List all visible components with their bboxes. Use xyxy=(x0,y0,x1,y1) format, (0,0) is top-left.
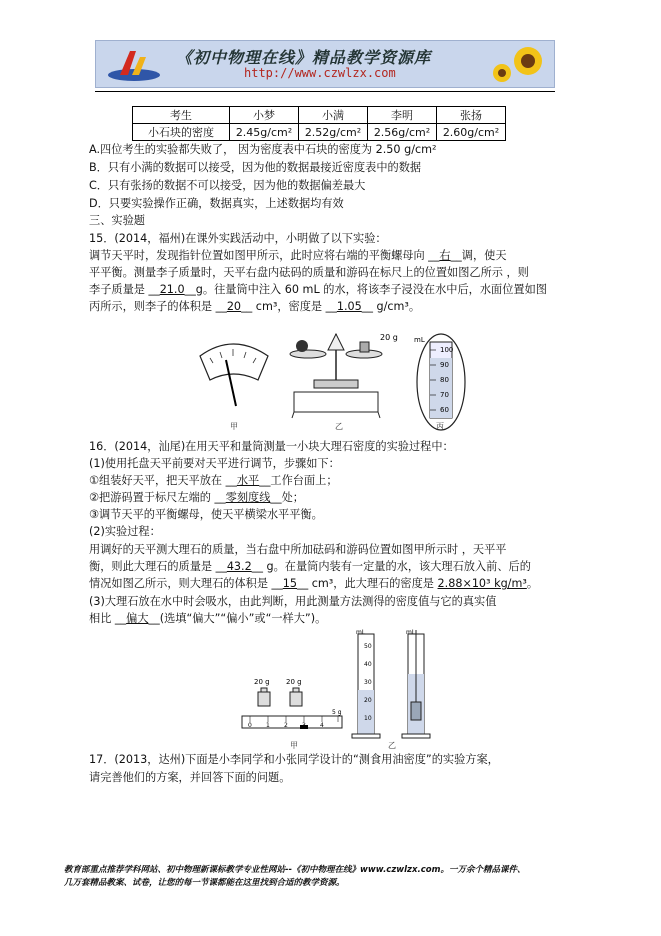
table-row xyxy=(133,124,506,141)
weight-label: 20 g xyxy=(286,678,302,686)
ml-label: mL xyxy=(356,629,366,636)
q15-line-2: 平平衡。测量李子质量时，天平右盘内砝码的质量和游码在标尺上的位置如图乙所示 ，则 xyxy=(89,266,529,279)
header-banner xyxy=(95,40,555,88)
q16-step-1a xyxy=(89,474,338,488)
table-cell: 小满 xyxy=(299,107,368,124)
fig-label: 丙 xyxy=(436,422,444,431)
q15-line-3 xyxy=(89,283,547,297)
q16-heading: 16．(2014，汕尾)在用天平和量筒测量一小块大理石密度的实验过程中： xyxy=(89,440,454,453)
q15-text: __ cm³，密度是 __ xyxy=(241,300,337,313)
q17-line-2: 请完善他们的方案，并回答下面的问题。 xyxy=(89,771,291,784)
q16-step-3-line-1: (3)大理石放在水中时会吸水，由此判断，用此测量方法测得的密度值与它的真实值 xyxy=(89,595,497,608)
table-cell: 2.45g/cm² xyxy=(230,124,299,141)
tick-label: 50 xyxy=(364,643,372,650)
tick-label: 100 xyxy=(440,346,454,354)
fig-label: 乙 xyxy=(388,741,396,750)
weight-label: 20 g xyxy=(254,678,270,686)
q16-step-2-line-1: 用调好的天平测大理石的质量，当右盘中所加砝码和游码位置如图甲所示时 ，天平平 xyxy=(89,543,507,556)
q16-step-2-line-2 xyxy=(89,560,531,574)
balance-figure xyxy=(290,334,382,418)
table-cell: 2.56g/cm² xyxy=(368,124,437,141)
q15-line-1 xyxy=(89,249,507,263)
tick-label: 40 xyxy=(364,661,372,668)
q15-answer: 右 xyxy=(439,249,451,262)
site-logo-icon xyxy=(106,45,162,83)
q16-answer: 2.88×10³ kg/m³ xyxy=(437,577,527,590)
q16-text: 情况如图乙所示，则大理石的体积是 __ xyxy=(89,577,283,590)
pointer-dial-figure xyxy=(200,344,268,406)
table-cell: 小梦 xyxy=(230,107,299,124)
density-table xyxy=(132,106,506,141)
tick-label: 20 xyxy=(364,697,372,704)
section-title: 三、实验题 xyxy=(89,214,145,227)
q16-step-3-line-2 xyxy=(89,612,326,626)
rider-scale-figure xyxy=(242,716,342,729)
scale-tick: 1 xyxy=(266,722,270,729)
scale-tick: 0 xyxy=(248,722,252,729)
q15-text: __ g/cm³。 xyxy=(361,300,421,313)
q16-answer: 偏大 xyxy=(126,612,149,625)
fig-label: 甲 xyxy=(230,422,238,431)
q16-text: ②把游码置于标尺左端的 __ xyxy=(89,491,226,504)
q15-figure xyxy=(196,328,470,432)
table-header-row xyxy=(133,107,506,124)
q16-text: 衡，则此大理石的质量是 __ xyxy=(89,560,227,573)
q15-ml-label: mL xyxy=(414,336,425,344)
q16-answer: 水平 xyxy=(236,474,260,487)
fig-label: 甲 xyxy=(290,741,298,750)
q17-line-1: 17．(2013，达州)下面是小李同学和小张同学设计的“测食用油密度”的实验方案， xyxy=(89,753,499,766)
q16-step-2-line-3 xyxy=(89,577,538,591)
q16-step-1: (1)使用托盘天平前要对天平进行调节，步骤如下： xyxy=(89,457,340,470)
tick-label: 80 xyxy=(440,376,449,384)
q16-text: __工作台面上； xyxy=(259,474,338,487)
scale-tick: 4 xyxy=(320,722,324,729)
ml-label: mL xyxy=(406,629,416,636)
page-footer xyxy=(64,864,604,890)
tick-label: 30 xyxy=(364,679,372,686)
q16-text: 相比 __ xyxy=(89,612,127,625)
tick-label: 90 xyxy=(440,361,449,369)
q16-answer: 43.2 xyxy=(226,560,252,573)
table-cell: 张扬 xyxy=(437,107,506,124)
q15-text: 李子质量是 __ xyxy=(89,283,160,296)
scale-tick: 2 xyxy=(284,722,288,729)
q16-answer: 15 xyxy=(282,577,297,590)
q16-step-2: (2)实验过程： xyxy=(89,525,161,538)
q15-answer: 1.05 xyxy=(336,300,362,313)
table-cell: 2.52g/cm² xyxy=(299,124,368,141)
footer-line: 几万套精品教案、试卷，让您的每一节课都能在这里找到合适的教学资源。 xyxy=(64,878,345,888)
option-d: D．只要实验操作正确，数据真实，上述数据均有效 xyxy=(89,197,344,210)
table-cell: 李明 xyxy=(368,107,437,124)
tick-label: 10 xyxy=(364,715,372,722)
option-b: B．只有小满的数据可以接受，因为他的数据最接近密度表中的数据 xyxy=(89,161,422,174)
q15-answer: 21.0 xyxy=(159,283,185,296)
q16-text: __ g。在量筒内装有一定量的水，该大理石放入前、后的 xyxy=(251,560,531,573)
q15-line-4 xyxy=(89,300,420,314)
fig-label: 乙 xyxy=(335,422,343,431)
table-cell: 小石块的密度 xyxy=(133,124,230,141)
q16-step-1b xyxy=(89,491,304,505)
scale-tick: 5 g xyxy=(332,709,342,716)
banner-url[interactable]: http://www.czwlzx.com xyxy=(244,66,396,80)
sunflower-icon xyxy=(488,43,548,85)
q15-text: __调，使天 xyxy=(450,249,507,262)
table-cell: 考生 xyxy=(133,107,230,124)
tick-label: 60 xyxy=(440,406,449,414)
weights-figure xyxy=(258,688,302,706)
q16-text: __ cm³，此大理石的密度是 xyxy=(297,577,438,590)
q15-text: 调节天平时，发现指针位置如图甲所示，此时应将右端的平衡螺母向 __ xyxy=(89,249,440,262)
q15-text: 丙所示，则李子的体积是 __ xyxy=(89,300,227,313)
q16-text: ①组装好天平，把天平放在 __ xyxy=(89,474,237,487)
q15-heading: 15．(2014，福州)在课外实践活动中，小明做了以下实验： xyxy=(89,232,387,245)
q16-figure xyxy=(240,626,440,744)
footer-line: 教育部重点推荐学科网站、初中物理新课标教学专业性网站--《初中物理在线》www.czwlzx.com。一万余个精品课件、 xyxy=(64,865,526,875)
tick-label: 70 xyxy=(440,391,449,399)
q16-text: __处； xyxy=(270,491,304,504)
banner-title: 《初中物理在线》精品教学资源库 xyxy=(176,48,432,67)
q16-step-1c: ③调节天平的平衡螺母，使天平横梁水平平衡。 xyxy=(89,508,323,521)
option-c: C．只有张扬的数据不可以接受，因为他的数据偏差最大 xyxy=(89,179,366,192)
q16-answer: 零刻度线 xyxy=(225,491,271,504)
header-divider xyxy=(95,91,555,92)
q15-answer: 20 xyxy=(226,300,242,313)
option-a: A.四位考生的实验都失败了， 因为密度表中石块的密度为 2.50 g/cm² xyxy=(89,143,437,156)
q15-weight-label: 20 g xyxy=(380,333,398,342)
table-cell: 2.60g/cm² xyxy=(437,124,506,141)
q16-text: __(选填“偏大”“偏小”或“一样大”)。 xyxy=(148,612,327,625)
q15-text: __g。往量筒中注入 60 mL 的水，将该李子浸没在水中后，水面位置如图 xyxy=(184,283,547,296)
q16-text: 。 xyxy=(526,577,539,590)
scale-tick: 3 xyxy=(302,722,306,729)
